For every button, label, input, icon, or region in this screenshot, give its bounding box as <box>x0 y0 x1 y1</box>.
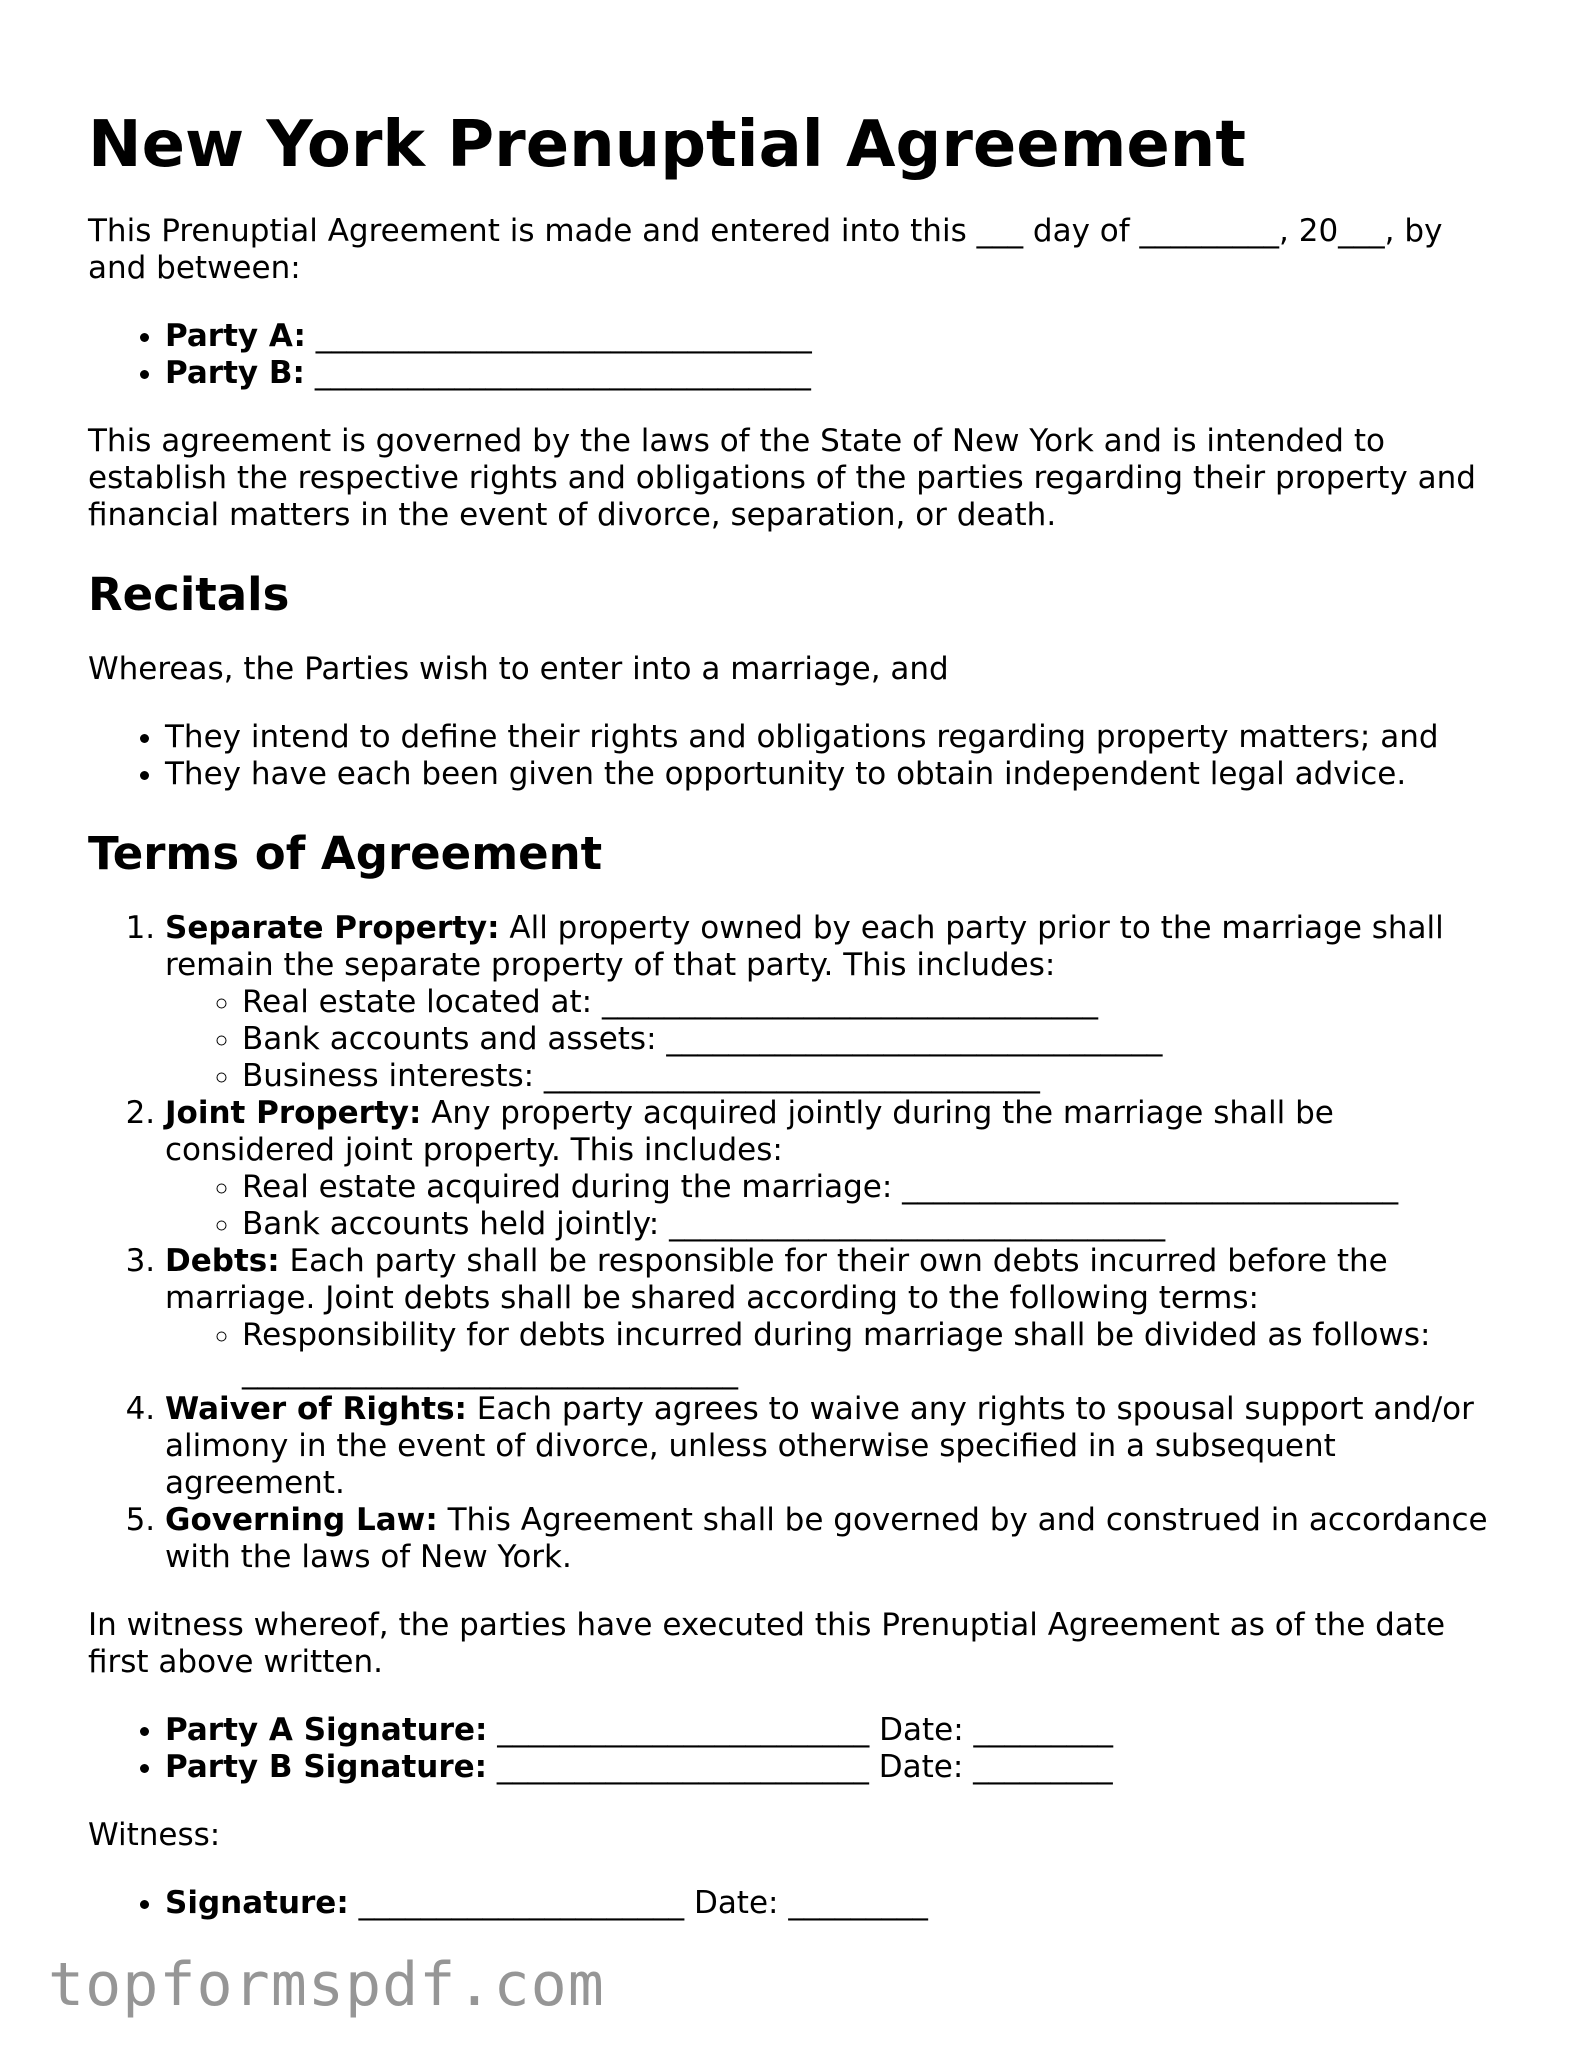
recital-item: • They have each been given the opportunity to obtain independent legal advice. <box>165 756 1508 793</box>
recitals-heading: Recitals <box>88 568 290 621</box>
witness-paragraph: In witness whereof, the parties have executed this Prenuptial Agreement as of the date first above written. <box>88 1607 1446 1680</box>
term-text: Each party shall be responsible for their own debts incurred before the marriage. Joint debts shall be shared according to the following terms: <box>165 1243 1388 1316</box>
terms-heading: Terms of Agreement <box>88 827 603 880</box>
terms-list <box>88 910 1508 1576</box>
term-text: This Agreement shall be governed by and construed in accordance with the laws of New York. <box>165 1502 1488 1575</box>
term-joint-property <box>165 1095 1508 1243</box>
signatures-list <box>88 1712 1508 1786</box>
term-separate-property <box>165 910 1508 1095</box>
recital-item: • They intend to define their rights and obligations regarding property matters; and <box>165 719 1508 756</box>
term-sub-item: ◦ Bank accounts held jointly: ________________________________ <box>242 1206 1508 1243</box>
party-b-signature-line <box>165 1749 1508 1786</box>
term-waiver-of-rights <box>165 1391 1508 1502</box>
term-text: Each party agrees to waive any rights to spousal support and/or alimony in the event of divorce, unless otherwise specified in a subsequent agreement. <box>165 1391 1474 1501</box>
recitals-lead: Whereas, the Parties wish to enter into a marriage, and <box>88 651 949 687</box>
page-title: New York Prenuptial Agreement <box>88 108 1246 182</box>
document-page <box>88 105 1508 1953</box>
party-a-label: Party A: <box>165 318 306 354</box>
term-debts <box>165 1243 1508 1391</box>
party-a-item <box>165 318 1508 355</box>
term-governing-law <box>165 1502 1508 1576</box>
term-title: Debts: <box>165 1243 280 1279</box>
term-text: All property owned by each party prior to the marriage shall remain the separate property of that party. This includes: <box>165 910 1444 983</box>
party-a-blank: ________________________________ <box>315 318 812 354</box>
signature-blank: _____________________ Date: _________ <box>348 1885 928 1921</box>
signature-blank: ________________________ Date: _________ <box>487 1749 1113 1785</box>
term-sub-item: ◦ Real estate acquired during the marriage: ________________________________ <box>242 1169 1508 1206</box>
term-text: Any property acquired jointly during the marriage shall be considered joint property. This includes: <box>165 1095 1334 1168</box>
term-sub-item: ◦ Real estate located at: ________________________________ <box>242 984 1508 1021</box>
intro-paragraph: This Prenuptial Agreement is made and entered into this ___ day of _________, 20___, by and between: <box>88 213 1443 286</box>
signature-label: Party B Signature: <box>165 1749 488 1785</box>
term-sub-list <box>165 1317 1508 1391</box>
term-sub-item: ◦ Business interests: ________________________________ <box>242 1058 1508 1095</box>
term-sub-item: ◦ Responsibility for debts incurred during marriage shall be divided as follows: ________________________________ <box>242 1317 1508 1391</box>
signature-blank: ________________________ Date: _________ <box>487 1712 1114 1748</box>
signature-label: Party A Signature: <box>165 1712 488 1748</box>
witness-label: Witness: <box>88 1817 221 1853</box>
term-sub-item: ◦ Bank accounts and assets: ________________________________ <box>242 1021 1508 1058</box>
party-a-signature-line <box>165 1712 1508 1749</box>
watermark: topformspdf.com <box>48 1950 605 2020</box>
recitals-list <box>88 719 1508 793</box>
term-title: Joint Property: <box>165 1095 422 1131</box>
signature-label: Signature: <box>165 1885 349 1921</box>
witness-signature-list <box>88 1885 1508 1922</box>
term-title: Waiver of Rights: <box>165 1391 467 1427</box>
parties-list <box>88 318 1508 392</box>
governing-paragraph: This agreement is governed by the laws of the State of New York and is intended to establish the respective rights and obligations of the parties regarding their property and financial matters in the event of divorce, separation, or death. <box>88 423 1476 533</box>
party-b-label: Party B: <box>165 355 305 391</box>
party-b-blank: ________________________________ <box>314 355 811 391</box>
term-sub-list <box>165 984 1508 1095</box>
term-sub-list <box>165 1169 1508 1243</box>
party-b-item <box>165 355 1508 392</box>
term-title: Separate Property: <box>165 910 500 946</box>
term-title: Governing Law: <box>165 1502 438 1538</box>
witness-signature-line <box>165 1885 1508 1922</box>
